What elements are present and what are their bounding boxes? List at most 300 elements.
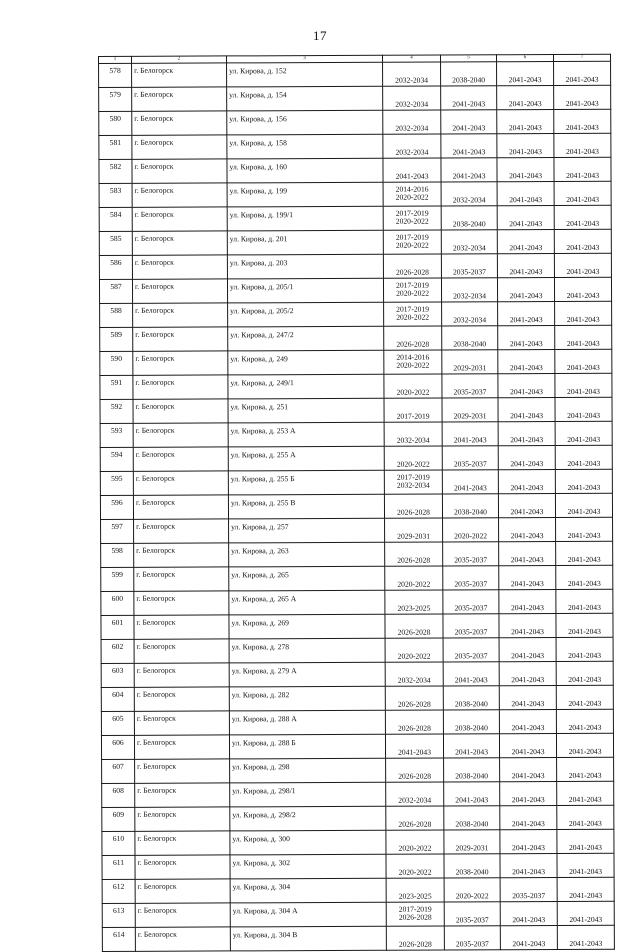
period-col7-cell: 2041-2043 xyxy=(554,85,611,109)
address-cell: ул. Кирова, д. 152 xyxy=(227,62,383,87)
row-number-cell: 583 xyxy=(99,183,132,207)
address-cell: ул. Кирова, д. 304 xyxy=(230,878,386,903)
city-cell: г. Белогорск xyxy=(133,375,228,399)
period-col5-cell: 2041-2043 xyxy=(441,158,497,182)
period-col4-cell: 2020-2022 xyxy=(385,638,443,662)
city-cell: г. Белогорск xyxy=(132,255,227,279)
row-number-cell: 595 xyxy=(100,471,133,495)
period-col7-cell: 2041-2043 xyxy=(554,277,611,301)
period-col6-cell: 2041-2043 xyxy=(497,134,554,158)
table-row xyxy=(101,637,613,663)
period-col4-cell: 2026-2028 xyxy=(384,494,442,518)
period-col5-cell: 2038-2040 xyxy=(444,854,500,878)
period-col7-cell: 2041-2043 xyxy=(557,925,614,949)
table-row xyxy=(101,589,613,615)
address-cell: ул. Кирова, д. 263 xyxy=(229,542,385,567)
city-cell: г. Белогорск xyxy=(132,63,227,87)
address-cell: ул. Кирова, д. 199/1 xyxy=(227,206,383,231)
period-col6-cell: 2041-2043 xyxy=(500,830,557,854)
period-col7-cell: 2041-2043 xyxy=(556,541,613,565)
period-col6-cell: 2041-2043 xyxy=(498,494,555,518)
table-row xyxy=(99,253,611,279)
period-col6-cell: 2041-2043 xyxy=(499,662,556,686)
period-col6-cell: 2041-2043 xyxy=(497,278,554,302)
period-col6-cell: 2041-2043 xyxy=(498,374,555,398)
period-col6-cell: 2041-2043 xyxy=(499,710,556,734)
period-col7-cell: 2041-2043 xyxy=(554,133,611,157)
address-cell: ул. Кирова, д. 255 В xyxy=(228,494,384,519)
period-col6-cell: 2041-2043 xyxy=(500,902,557,926)
period-col4-cell: 2026-2028 xyxy=(383,254,441,278)
period-col6-cell: 2041-2043 xyxy=(500,854,557,878)
period-col5-cell: 2029-2031 xyxy=(442,350,498,374)
column-number-cell: 4 xyxy=(382,55,440,62)
period-col5-cell: 2035-2037 xyxy=(443,566,499,590)
table-row xyxy=(101,661,613,687)
city-cell: г. Белогорск xyxy=(134,639,229,663)
row-number-cell: 607 xyxy=(102,759,135,783)
period-col6-cell: 2041-2043 xyxy=(499,686,556,710)
period-col7-cell: 2041-2043 xyxy=(556,685,613,709)
period-col6-cell: 2041-2043 xyxy=(497,254,554,278)
period-col5-cell: 2038-2040 xyxy=(442,494,498,518)
address-cell: ул. Кирова, д. 205/2 xyxy=(228,302,384,327)
page-number: 17 xyxy=(313,28,327,43)
table-row xyxy=(99,85,611,111)
city-cell: г. Белогорск xyxy=(132,279,227,303)
period-col4-cell: 2017-2019 2020-2022 xyxy=(383,206,441,230)
period-col4-cell: 2026-2028 xyxy=(386,926,444,950)
period-col4-cell: 2020-2022 xyxy=(386,830,444,854)
period-col4-cell: 2017-2019 2026-2028 xyxy=(386,902,444,926)
period-col5-cell: 2029-2031 xyxy=(442,398,498,422)
table-row xyxy=(100,325,612,351)
address-cell: ул. Кирова, д. 255 Б xyxy=(228,470,384,495)
period-col6-cell: 2041-2043 xyxy=(497,110,554,134)
table-row xyxy=(99,61,611,87)
row-number-cell: 606 xyxy=(101,735,134,759)
table-row xyxy=(100,373,612,399)
period-col7-cell: 2041-2043 xyxy=(556,517,613,541)
city-cell: г. Белогорск xyxy=(134,519,229,543)
row-number-cell: 609 xyxy=(102,807,135,831)
address-cell: ул. Кирова, д. 298 xyxy=(230,758,386,783)
period-col7-cell: 2041-2043 xyxy=(557,901,614,925)
period-col4-cell: 2041-2043 xyxy=(383,158,441,182)
table-row xyxy=(102,829,614,855)
row-number-cell: 604 xyxy=(101,687,134,711)
table-row xyxy=(102,757,614,783)
period-col6-cell: 2041-2043 xyxy=(498,470,555,494)
period-col7-cell: 2041-2043 xyxy=(554,181,611,205)
row-number-cell: 605 xyxy=(101,711,134,735)
address-cell: ул. Кирова, д. 253 А xyxy=(228,422,384,447)
period-col6-cell: 2041-2043 xyxy=(500,806,557,830)
city-cell: г. Белогорск xyxy=(134,567,229,591)
period-col5-cell: 2020-2022 xyxy=(444,878,500,902)
table-row xyxy=(100,469,612,495)
period-col4-cell: 2020-2022 xyxy=(384,374,442,398)
city-cell: г. Белогорск xyxy=(133,399,228,423)
address-cell: ул. Кирова, д. 304 В xyxy=(230,926,386,951)
period-col5-cell: 2035-2037 xyxy=(443,638,499,662)
period-col5-cell: 2032-2034 xyxy=(441,230,497,254)
period-col4-cell: 2026-2028 xyxy=(385,614,443,638)
row-number-cell: 591 xyxy=(100,375,133,399)
table-row xyxy=(101,541,613,567)
address-cell: ул. Кирова, д. 160 xyxy=(227,158,383,183)
period-col6-cell: 2041-2043 xyxy=(499,542,556,566)
period-col4-cell: 2032-2034 xyxy=(386,782,444,806)
period-col6-cell: 2041-2043 xyxy=(498,446,555,470)
row-number-cell: 590 xyxy=(100,351,133,375)
address-cell: ул. Кирова, д. 302 xyxy=(230,854,386,879)
period-col6-cell: 2041-2043 xyxy=(498,302,555,326)
address-cell: ул. Кирова, д. 203 xyxy=(227,254,383,279)
period-col7-cell: 2041-2043 xyxy=(556,565,613,589)
city-cell: г. Белогорск xyxy=(133,495,228,519)
period-col6-cell: 2041-2043 xyxy=(500,758,557,782)
row-number-cell: 610 xyxy=(102,831,135,855)
period-col7-cell: 2041-2043 xyxy=(556,661,613,685)
row-number-cell: 585 xyxy=(99,231,132,255)
period-col7-cell: 2041-2043 xyxy=(554,205,611,229)
period-col6-cell: 2041-2043 xyxy=(498,326,555,350)
period-col4-cell: 2032-2034 xyxy=(383,62,441,86)
address-cell: ул. Кирова, д. 265 А xyxy=(229,590,385,615)
table-row xyxy=(102,853,614,879)
table-row xyxy=(101,517,613,543)
table-row xyxy=(101,685,613,711)
row-number-cell: 600 xyxy=(101,591,134,615)
period-col7-cell: 2041-2043 xyxy=(554,61,611,85)
period-col6-cell: 2041-2043 xyxy=(498,422,555,446)
period-col4-cell: 2017-2019 xyxy=(384,398,442,422)
period-col6-cell: 2035-2037 xyxy=(500,878,557,902)
period-col6-cell: 2041-2043 xyxy=(500,782,557,806)
table-row xyxy=(99,133,611,159)
period-col5-cell: 2035-2037 xyxy=(443,542,499,566)
table-row xyxy=(100,445,612,471)
city-cell: г. Белогорск xyxy=(135,879,230,903)
city-cell: г. Белогорск xyxy=(132,135,227,159)
city-cell: г. Белогорск xyxy=(134,591,229,615)
city-cell: г. Белогорск xyxy=(132,159,227,183)
period-col7-cell: 2041-2043 xyxy=(556,637,613,661)
period-col4-cell: 2026-2028 xyxy=(385,686,443,710)
period-col7-cell: 2041-2043 xyxy=(557,877,614,901)
period-col6-cell: 2041-2043 xyxy=(498,398,555,422)
column-number-cell: 7 xyxy=(553,54,610,61)
period-col7-cell: 2041-2043 xyxy=(557,781,614,805)
address-cell: ул. Кирова, д. 154 xyxy=(227,86,383,111)
row-number-cell: 582 xyxy=(99,159,132,183)
period-col4-cell: 2023-2025 xyxy=(386,878,444,902)
row-number-cell: 592 xyxy=(100,399,133,423)
row-number-cell: 588 xyxy=(100,303,133,327)
row-number-cell: 603 xyxy=(101,663,134,687)
period-col4-cell: 2026-2028 xyxy=(385,542,443,566)
period-col5-cell: 2038-2040 xyxy=(442,326,498,350)
table-row xyxy=(102,925,614,951)
period-col5-cell: 2041-2043 xyxy=(444,782,500,806)
row-number-cell: 584 xyxy=(99,207,132,231)
period-col7-cell: 2041-2043 xyxy=(554,157,611,181)
row-number-cell: 611 xyxy=(102,855,135,879)
period-col4-cell: 2026-2028 xyxy=(386,758,444,782)
city-cell: г. Белогорск xyxy=(133,327,228,351)
address-cell: ул. Кирова, д. 249 xyxy=(228,350,384,375)
table-row xyxy=(100,397,612,423)
period-col5-cell: 2035-2037 xyxy=(441,254,497,278)
period-col6-cell: 2041-2043 xyxy=(499,638,556,662)
city-cell: г. Белогорск xyxy=(135,783,230,807)
period-col5-cell: 2032-2034 xyxy=(442,302,498,326)
period-col4-cell: 2017-2019 2020-2022 xyxy=(383,278,441,302)
period-col5-cell: 2038-2040 xyxy=(441,62,497,86)
period-col5-cell: 2020-2022 xyxy=(443,518,499,542)
period-col6-cell: 2041-2043 xyxy=(497,230,554,254)
table-row xyxy=(100,493,612,519)
period-col4-cell: 2017-2019 2020-2022 xyxy=(384,302,442,326)
row-number-cell: 613 xyxy=(102,903,135,927)
table-row xyxy=(100,421,612,447)
period-col4-cell: 2032-2034 xyxy=(383,134,441,158)
period-col4-cell: 2032-2034 xyxy=(385,662,443,686)
city-cell: г. Белогорск xyxy=(134,687,229,711)
city-cell: г. Белогорск xyxy=(133,447,228,471)
city-cell: г. Белогорск xyxy=(134,735,229,759)
period-col7-cell: 2041-2043 xyxy=(556,733,613,757)
address-cell: ул. Кирова, д. 300 xyxy=(230,830,386,855)
table-row xyxy=(101,733,613,759)
row-number-cell: 578 xyxy=(99,63,132,87)
city-cell: г. Белогорск xyxy=(135,831,230,855)
period-col5-cell: 2041-2043 xyxy=(441,110,497,134)
period-col4-cell: 2032-2034 xyxy=(383,110,441,134)
row-number-cell: 614 xyxy=(102,927,135,951)
period-col7-cell: 2041-2043 xyxy=(555,301,612,325)
period-col6-cell: 2041-2043 xyxy=(499,614,556,638)
period-col7-cell: 2041-2043 xyxy=(555,445,612,469)
period-col7-cell: 2041-2043 xyxy=(557,805,614,829)
city-cell: г. Белогорск xyxy=(133,423,228,447)
period-col4-cell: 2032-2034 xyxy=(384,422,442,446)
row-number-cell: 601 xyxy=(101,615,134,639)
period-col4-cell: 2020-2022 xyxy=(385,566,443,590)
row-number-cell: 579 xyxy=(99,87,132,111)
period-col5-cell: 2035-2037 xyxy=(443,614,499,638)
period-col7-cell: 2041-2043 xyxy=(555,421,612,445)
city-cell: г. Белогорск xyxy=(133,303,228,327)
period-col7-cell: 2041-2043 xyxy=(555,469,612,493)
column-number-cell: 3 xyxy=(227,55,383,63)
period-col4-cell: 2026-2028 xyxy=(384,326,442,350)
row-number-cell: 580 xyxy=(99,111,132,135)
row-number-cell: 581 xyxy=(99,135,132,159)
address-cell: ул. Кирова, д. 199 xyxy=(227,182,383,207)
period-col4-cell: 2020-2022 xyxy=(386,854,444,878)
city-cell: г. Белогорск xyxy=(134,543,229,567)
table-row xyxy=(99,181,611,207)
city-cell: г. Белогорск xyxy=(134,615,229,639)
period-col7-cell: 2041-2043 xyxy=(555,373,612,397)
period-col7-cell: 2041-2043 xyxy=(557,853,614,877)
address-cell: ул. Кирова, д. 288 Б xyxy=(229,734,385,759)
period-col5-cell: 2035-2037 xyxy=(444,926,500,950)
period-col4-cell: 2029-2031 xyxy=(385,518,443,542)
address-cell: ул. Кирова, д. 249/1 xyxy=(228,374,384,399)
period-col6-cell: 2041-2043 xyxy=(497,182,554,206)
period-col7-cell: 2041-2043 xyxy=(557,757,614,781)
period-col6-cell: 2041-2043 xyxy=(499,518,556,542)
row-number-cell: 596 xyxy=(100,495,133,519)
address-cell: ул. Кирова, д. 205/1 xyxy=(227,278,383,303)
city-cell: г. Белогорск xyxy=(132,231,227,255)
period-col5-cell: 2038-2040 xyxy=(441,206,497,230)
period-col7-cell: 2041-2043 xyxy=(555,493,612,517)
address-cell: ул. Кирова, д. 298/2 xyxy=(230,806,386,831)
city-cell: г. Белогорск xyxy=(132,183,227,207)
period-col5-cell: 2041-2043 xyxy=(441,86,497,110)
period-col4-cell: 2023-2025 xyxy=(385,590,443,614)
city-cell: г. Белогорск xyxy=(135,855,230,879)
address-cell: ул. Кирова, д. 282 xyxy=(229,686,385,711)
table-row xyxy=(99,109,611,135)
period-col5-cell: 2041-2043 xyxy=(441,134,497,158)
address-cell: ул. Кирова, д. 257 xyxy=(229,518,385,543)
table-row xyxy=(101,709,613,735)
table-row xyxy=(100,349,612,375)
address-cell: ул. Кирова, д. 255 А xyxy=(228,446,384,471)
period-col5-cell: 2035-2037 xyxy=(442,446,498,470)
period-col5-cell: 2032-2034 xyxy=(441,278,497,302)
period-col6-cell: 2041-2043 xyxy=(499,566,556,590)
address-cell: ул. Кирова, д. 156 xyxy=(227,110,383,135)
period-col4-cell: 2026-2028 xyxy=(386,806,444,830)
table-row xyxy=(101,613,613,639)
row-number-cell: 587 xyxy=(99,279,132,303)
row-number-cell: 608 xyxy=(102,783,135,807)
period-col4-cell: 2014-2016 2020-2022 xyxy=(384,350,442,374)
row-number-cell: 586 xyxy=(99,255,132,279)
period-col7-cell: 2041-2043 xyxy=(555,397,612,421)
period-col6-cell: 2041-2043 xyxy=(497,158,554,182)
address-cell: ул. Кирова, д. 304 А xyxy=(230,902,386,927)
period-col7-cell: 2041-2043 xyxy=(556,589,613,613)
column-number-cell: 6 xyxy=(496,55,553,62)
table-row xyxy=(99,277,611,303)
period-col5-cell: 2035-2037 xyxy=(443,590,499,614)
period-col6-cell: 2041-2043 xyxy=(497,206,554,230)
period-col4-cell: 2017-2019 2032-2034 xyxy=(384,470,442,494)
address-cell: ул. Кирова, д. 251 xyxy=(228,398,384,423)
period-col4-cell: 2032-2034 xyxy=(383,86,441,110)
period-col6-cell: 2041-2043 xyxy=(497,62,554,86)
period-col7-cell: 2041-2043 xyxy=(554,253,611,277)
city-cell: г. Белогорск xyxy=(133,351,228,375)
row-number-cell: 593 xyxy=(100,423,133,447)
address-cell: ул. Кирова, д. 278 xyxy=(229,638,385,663)
address-cell: ул. Кирова, д. 288 А xyxy=(229,710,385,735)
period-col4-cell: 2017-2019 2020-2022 xyxy=(383,230,441,254)
period-col6-cell: 2041-2043 xyxy=(500,926,557,950)
table-row xyxy=(102,781,614,807)
address-cell: ул. Кирова, д. 279 А xyxy=(229,662,385,687)
city-cell: г. Белогорск xyxy=(135,807,230,831)
city-cell: г. Белогорск xyxy=(135,903,230,927)
city-cell: г. Белогорск xyxy=(135,927,230,951)
city-cell: г. Белогорск xyxy=(133,471,228,495)
period-col5-cell: 2041-2043 xyxy=(443,734,499,758)
city-cell: г. Белогорск xyxy=(132,207,227,231)
period-col7-cell: 2041-2043 xyxy=(554,229,611,253)
column-number-cell: 5 xyxy=(440,55,496,62)
row-number-cell: 597 xyxy=(101,519,134,543)
row-number-cell: 599 xyxy=(101,567,134,591)
period-col5-cell: 2029-2031 xyxy=(444,830,500,854)
period-col7-cell: 2041-2043 xyxy=(556,709,613,733)
period-col4-cell: 2026-2028 xyxy=(385,710,443,734)
city-cell: г. Белогорск xyxy=(132,87,227,111)
period-col5-cell: 2035-2037 xyxy=(444,902,500,926)
period-col6-cell: 2041-2043 xyxy=(499,590,556,614)
table-row xyxy=(99,205,611,231)
period-col6-cell: 2041-2043 xyxy=(497,86,554,110)
period-col5-cell: 2041-2043 xyxy=(443,662,499,686)
housing-repair-schedule-table xyxy=(98,54,615,952)
city-cell: г. Белогорск xyxy=(135,759,230,783)
period-col7-cell: 2041-2043 xyxy=(554,109,611,133)
period-col5-cell: 2038-2040 xyxy=(443,686,499,710)
period-col7-cell: 2041-2043 xyxy=(556,613,613,637)
period-col5-cell: 2038-2040 xyxy=(444,806,500,830)
period-col4-cell: 2020-2022 xyxy=(384,446,442,470)
city-cell: г. Белогорск xyxy=(134,711,229,735)
period-col5-cell: 2038-2040 xyxy=(444,758,500,782)
table-row xyxy=(102,901,614,927)
address-cell: ул. Кирова, д. 201 xyxy=(227,230,383,255)
city-cell: г. Белогорск xyxy=(132,111,227,135)
period-col5-cell: 2038-2040 xyxy=(443,710,499,734)
row-number-cell: 594 xyxy=(100,447,133,471)
table-row xyxy=(102,805,614,831)
address-cell: ул. Кирова, д. 269 xyxy=(229,614,385,639)
table-row xyxy=(102,877,614,903)
column-number-cell: 1 xyxy=(99,56,132,63)
table-row xyxy=(99,157,611,183)
row-number-cell: 598 xyxy=(101,543,134,567)
period-col7-cell: 2041-2043 xyxy=(555,325,612,349)
period-col5-cell: 2035-2037 xyxy=(442,374,498,398)
city-cell: г. Белогорск xyxy=(134,663,229,687)
address-cell: ул. Кирова, д. 298/1 xyxy=(230,782,386,807)
period-col5-cell: 2041-2043 xyxy=(442,422,498,446)
period-col7-cell: 2041-2043 xyxy=(557,829,614,853)
period-col5-cell: 2041-2043 xyxy=(442,470,498,494)
period-col6-cell: 2041-2043 xyxy=(498,350,555,374)
address-cell: ул. Кирова, д. 158 xyxy=(227,134,383,159)
table-row xyxy=(101,565,613,591)
row-number-cell: 589 xyxy=(100,327,133,351)
period-col4-cell: 2041-2043 xyxy=(385,734,443,758)
address-cell: ул. Кирова, д. 265 xyxy=(229,566,385,591)
row-number-cell: 612 xyxy=(102,879,135,903)
table-row xyxy=(100,301,612,327)
period-col5-cell: 2032-2034 xyxy=(441,182,497,206)
address-cell: ул. Кирова, д. 247/2 xyxy=(228,326,384,351)
period-col7-cell: 2041-2043 xyxy=(555,349,612,373)
